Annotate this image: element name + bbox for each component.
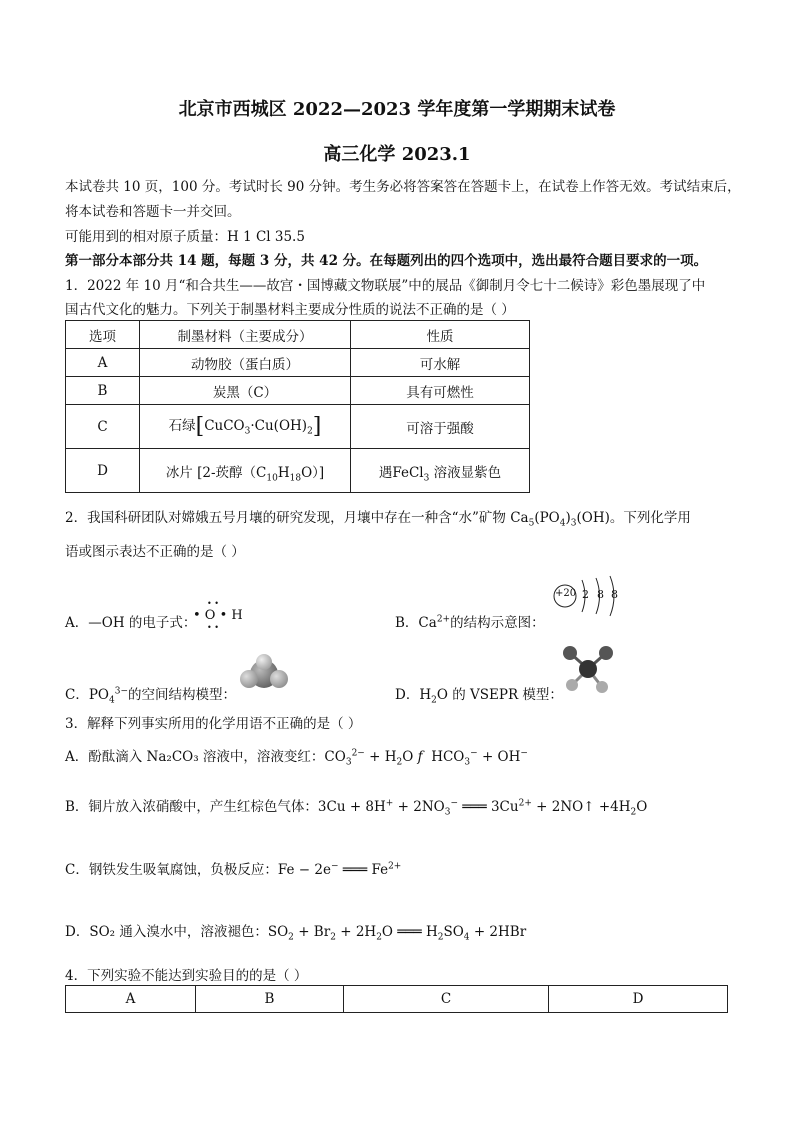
fecl3-formula: FeCl$_3$: [392, 464, 430, 484]
q1-row-c-option: C: [66, 405, 140, 449]
phosphate-ion-symbol: $PO_4^{3-}$: [88, 686, 129, 706]
q2-option-c: C．$PO_4^{3-}$的空间结构模型：: [65, 686, 237, 706]
q1-row-b-option: B: [66, 377, 140, 405]
water-vsepr-model: [560, 645, 615, 695]
q1-row-d-material-prefix: 冰片 [2-莰醇（: [165, 464, 257, 481]
q1-row-c-material-prefix: 石绿: [168, 418, 196, 434]
exam-title: 北京市西城区 2022—2023 学年度第一学期期末试卷: [178, 99, 616, 120]
q2-line-2: 语或图示表达不正确的是（ ）: [65, 544, 245, 560]
q1-row-d-option: D: [66, 449, 140, 493]
q3-option-a-label: A．酚酞滴入 Na₂CO₃ 溶液中，溶液变红：: [65, 749, 325, 765]
q2-line-1: [65, 506, 691, 529]
q1-row-d-property-prefix: 遇: [378, 464, 393, 481]
q4-table-header: [66, 986, 728, 1013]
intro-line-3: 可能用到的相对原子质量：H 1 Cl 35.5: [65, 229, 305, 245]
q2-option-b-suffix: 的结构示意图：: [450, 615, 545, 631]
borneol-formula: $C_{10}H_{18}O$: [256, 464, 313, 484]
q3-option-b-equation: $3Cu + 8H^+ + 2NO_3^-$ ═══ $3Cu^{2+}$ + 2NO↑ $+4H_2O$: [317, 798, 648, 818]
q2-option-a: [65, 611, 196, 631]
q4-header-b: B: [196, 986, 344, 1013]
q1-row-b-material: 炭黑（C）: [140, 377, 351, 405]
q3-option-b-label: B．铜片放入浓硝酸中，产生红棕色气体：: [65, 799, 318, 815]
malachite-formula: $CuCO_3\cdot Cu(OH)_2$: [204, 418, 313, 437]
q1-row-a-property: 可水解: [351, 349, 530, 377]
q3-option-c: [65, 858, 401, 878]
q1-line-1: 1．2022 年 10 月“和合共生——故宫・国博藏文物联展”中的展品《御制月令七十二候诗》彩色墨展现了中: [65, 278, 706, 294]
q2-option-d-suffix: 的 VSEPR 模型：: [447, 687, 563, 703]
q2-line-1-suffix: 。下列化学用: [609, 510, 691, 526]
q1-row-c-property: 可溶于强酸: [351, 405, 530, 449]
ca-shell-2: 8: [597, 588, 604, 601]
q1-table-header: [66, 321, 530, 349]
ca-ion-structure-diagram: [552, 572, 642, 622]
ca-shell-3: 8: [611, 588, 618, 601]
q4-table: [65, 985, 728, 1013]
q1-row-d-material: [140, 449, 351, 493]
table-row: [66, 405, 530, 449]
q4-header-d: D: [549, 986, 728, 1013]
q3-option-d-label: D．SO₂ 通入溴水中，溶液褪色：: [65, 924, 268, 940]
intro-line-2: 将本试卷和答题卡一并交回。: [65, 204, 241, 220]
q3-option-a: [65, 745, 528, 768]
q2-option-d: D．$H_2O$ 的 VSEPR 模型：: [395, 687, 563, 706]
q1-line-2: 国古代文化的魅力。下列关于制墨材料主要成分性质的说法不正确的是（ ）: [65, 302, 515, 318]
table-row: [66, 349, 530, 377]
ca-shell-1: 2: [582, 588, 589, 601]
intro-line-1: 本试卷共 10 页，100 分。考试时长 90 分钟。考生务必将答案答在答题卡上，在试卷上作答无效。考试结束后，: [65, 179, 741, 195]
q1-row-d-property: [351, 449, 530, 493]
q2-option-b: [395, 611, 545, 631]
oh-electron-formula: • • • O • H • •: [193, 599, 243, 632]
apatite-formula: $Ca_5(PO_4)_3(OH)$: [510, 510, 610, 529]
q3-option-d-equation: $SO_2 + Br_2 + 2H_2O$ ═══ $H_2SO_4 + 2HBr$: [267, 924, 527, 943]
q2-option-c-suffix: 的空间结构模型：: [128, 687, 237, 703]
q1-row-d-property-suffix: 溶液显紫色: [429, 464, 502, 481]
q1-header-material: 制墨材料（主要成分）: [140, 321, 351, 349]
exam-subtitle: 高三化学 2023.1: [323, 144, 471, 165]
q2-line-1-prefix: 2．我国科研团队对嫦娥五号月壤的研究发现，月壤中存在一种含“水”矿物: [65, 510, 511, 526]
phosphate-space-filling-model: [238, 652, 290, 694]
ca-ion-symbol: $Ca^{2+}$: [418, 614, 451, 631]
q1-row-b-property: 具有可燃性: [351, 377, 530, 405]
q2-option-a-label: A．—OH 的电子式：: [65, 615, 197, 631]
q4-question: 4．下列实验不能达到实验目的的是（ ）: [65, 968, 308, 984]
q1-row-c-material: 石绿$[CuCO_3\cdot Cu(OH)_2]$: [140, 405, 351, 449]
q4-header-c: C: [344, 986, 549, 1013]
q1-header-property: 性质: [351, 321, 530, 349]
q1-header-option: 选项: [66, 321, 140, 349]
water-formula: $H_2O$: [419, 687, 448, 706]
q3-option-b: [65, 795, 648, 818]
q3-option-d: [65, 920, 527, 943]
q3-option-c-label: C．钢铁发生吸氧腐蚀，负极反应：: [65, 862, 278, 878]
q3-option-c-equation: Fe − 2e− ═══ $Fe^{2+}$: [277, 861, 402, 878]
q1-row-a-option: A: [66, 349, 140, 377]
q1-row-a-material: 动物胶（蛋白质）: [140, 349, 351, 377]
q1-table: [65, 320, 530, 493]
q4-header-a: A: [66, 986, 196, 1013]
part1-heading: 第一部分本部分共 14 题，每题 3 分，共 42 分。在每题列出的四个选项中，选出最符合题目要求的一项。: [65, 253, 708, 269]
table-row: [66, 377, 530, 405]
q3-question: 3．解释下列事实所用的化学用语不正确的是（ ）: [65, 716, 362, 732]
q2-option-b-label: B．: [395, 615, 419, 631]
q3-option-a-equation: $CO_3^{2-} + H_2O$ f $HCO_3^- + OH^-$: [324, 748, 528, 768]
ca-nucleus-charge: +20: [555, 588, 577, 599]
table-row: [66, 449, 530, 493]
q1-row-d-material-suffix: ）]: [312, 464, 325, 481]
